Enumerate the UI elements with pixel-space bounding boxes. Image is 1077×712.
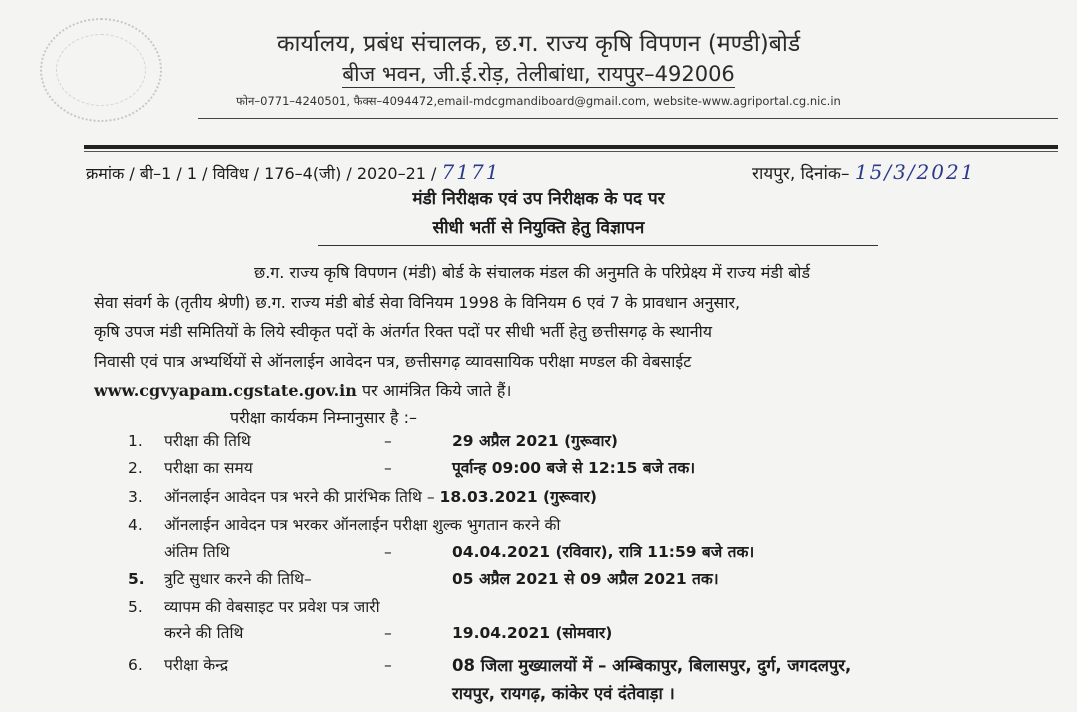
- item-label: ऑनलाईन आवेदन पत्र भरने की प्रारंभिक तिथि – 18.03.2021 (गुरूवार): [164, 488, 597, 506]
- item-dash: –: [384, 543, 392, 561]
- item-value: 18.03.2021 (गुरूवार): [439, 488, 597, 506]
- contact-line: फोन–0771–4240501, फैक्स–4094472,email-mdcgmandiboard@gmail.com, website-www.agriportal.cg.nic.in: [236, 94, 841, 108]
- header-divider: [198, 118, 1058, 119]
- place-date: रायपुर, दिनांक– 15/3/2021: [752, 160, 976, 184]
- item-number: 4.: [128, 516, 143, 534]
- item-number: 3.: [128, 488, 143, 506]
- item-dash: –: [384, 656, 392, 674]
- item-label-cont: करने की तिथि: [164, 624, 244, 642]
- thick-divider: [84, 145, 1058, 149]
- item-label: त्रुटि सुधार करने की तिथि–: [164, 570, 312, 588]
- subject-line-2: सीधी भर्ती से नियुक्ति हेतु विज्ञापन: [432, 218, 645, 238]
- office-name-heading: कार्यालय, प्रबंध संचालक, छ.ग. राज्य कृषि विपणन (मण्डी)बोर्ड: [276, 31, 801, 57]
- reference-number: क्रमांक / बी–1 / 1 / विविध / 176–4(जी) / 2020–21 / 7171: [86, 160, 501, 184]
- item-label: परीक्षा का समय: [164, 459, 253, 477]
- item-number: 5.: [128, 570, 145, 588]
- schedule-intro: परीक्षा कार्यकम निम्नानुसार है :–: [230, 408, 418, 427]
- item-label: व्यापम की वेबसाइट पर प्रवेश पत्र जारी: [164, 598, 380, 616]
- item-number: 6.: [128, 656, 143, 674]
- item-value-cont: रायपुर, रायगढ़, कांकेर एवं दंतेवाड़ा ।: [452, 684, 675, 703]
- item-number: 5.: [128, 598, 143, 616]
- handwritten-date: 15/3/2021: [854, 160, 976, 184]
- item-value: 29 अप्रैल 2021 (गुरूवार): [452, 432, 618, 450]
- website-url: www.cgvyapam.cgstate.gov.in: [94, 381, 357, 400]
- item-label: परीक्षा की तिथि: [164, 432, 251, 450]
- item-value: 19.04.2021 (सोमवार): [452, 624, 613, 642]
- item-number: 1.: [128, 432, 143, 450]
- handwritten-number: 7171: [441, 160, 501, 184]
- item-dash: –: [384, 432, 392, 450]
- subject-line-1: मंडी निरीक्षक एवं उप निरीक्षक के पद पर: [412, 189, 665, 209]
- item-value: पूर्वान्ह 09:00 बजे से 12:15 बजे तक।: [452, 459, 696, 477]
- item-label: ऑनलाईन आवेदन पत्र भरकर ऑनलाईन परीक्षा शुल्क भुगतान करने की: [164, 516, 561, 534]
- office-address: बीज भवन, जी.ई.रोड़, तेलीबांधा, रायपुर–492006: [342, 62, 735, 86]
- thin-divider: [84, 151, 1058, 152]
- subject-underline: [318, 245, 878, 246]
- item-dash: –: [384, 459, 392, 477]
- item-number: 2.: [128, 459, 143, 477]
- item-dash: –: [384, 624, 392, 642]
- item-value: 04.04.2021 (रविवार), रात्रि 11:59 बजे तक।: [452, 543, 755, 561]
- item-label-cont: अंतिम तिथि: [164, 543, 230, 561]
- item-value: 05 अप्रैल 2021 से 09 अप्रैल 2021 तक।: [452, 570, 719, 588]
- item-value: 08 जिला मुख्यालयों में – अम्बिकापुर, बिलासपुर, दुर्ग, जगदलपुर,: [452, 656, 852, 675]
- body-paragraph: छ.ग. राज्य कृषि विपणन (मंडी) बोर्ड के संचालक मंडल की अनुमति के परिप्रेक्ष्य में राज्य मंडी बोर्ड सेवा संवर्ग के (तृतीय श्रेणी) छ.ग. राज्य मंडी बोर्ड सेवा विनियम 1998 के विनियम 6 एवं 7 के प्रावधान अनुसार, कृषि उपज मंडी समितियों के लिये स्वीकृत पदों के अंतर्गत रिक्त पदों पर सीधी भर्ती हेतु छत्तीसगढ़ के स्थानीय निवासी एवं पात्र अभ्यर्थियों से ऑनलाईन आवेदन पत्र, छत्तीसगढ़ व्यावसायिक परीक्षा मण्डल की वेबसाईट www.cgvyapam.cgstate.gov.in पर आमंत्रित किये जाते हैं।: [94, 263, 811, 400]
- item-label: परीक्षा केन्द्र: [164, 656, 229, 674]
